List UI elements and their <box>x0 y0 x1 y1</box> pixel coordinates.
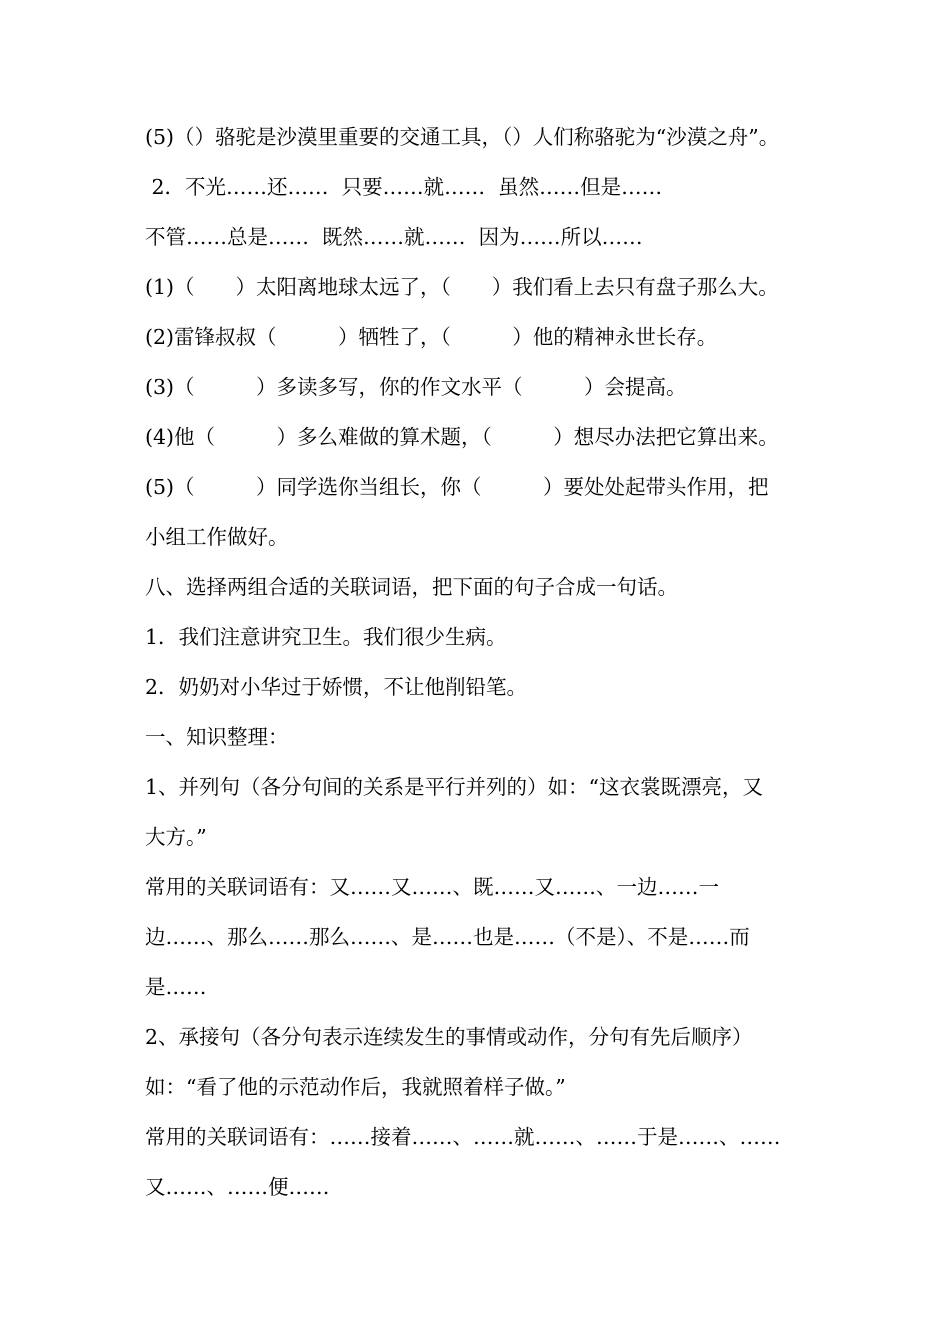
text-line: (5)（）骆驼是沙漠里重要的交通工具，（）人们称骆驼为“沙漠之舟”。 <box>145 125 780 149</box>
text-line: (4)他（ ）多么难做的算术题，（ ）想尽办法把它算出来。 <box>145 425 779 449</box>
text-line: 是…… <box>145 975 207 999</box>
text-line: 2．奶奶对小华过于娇惯，不让他削铅笔。 <box>145 675 528 699</box>
document-body <box>145 112 815 1212</box>
text-line: (2)雷锋叔叔（ ）牺牲了，（ ）他的精神永世长存。 <box>145 325 718 349</box>
text-line: 不管……总是…… 既然……就…… 因为……所以…… <box>145 225 643 249</box>
text-line: (1)（ ）太阳离地球太远了，（ ）我们看上去只有盘子那么大。 <box>145 275 779 299</box>
text-line: 常用的关联词语有：又……又……、既……又……、一边……一 <box>145 875 719 899</box>
text-line: 1、并列句（各分句间的关系是平行并列的）如：“这衣裳既漂亮，又 <box>145 775 764 799</box>
text-line: 又……、……便…… <box>145 1175 330 1199</box>
text-line: 边……、那么……那么……、是……也是……（不是）、不是……而 <box>145 925 750 949</box>
text-line: 1．我们注意讲究卫生。我们很少生病。 <box>145 625 507 649</box>
text-line: 如：“看了他的示范动作后，我就照着样子做。” <box>145 1075 566 1099</box>
text-line: 2．不光……还…… 只要……就…… 虽然……但是…… <box>145 175 663 199</box>
text-line: 小组工作做好。 <box>145 525 289 549</box>
section-heading: 八、选择两组合适的关联词语，把下面的句子合成一句话。 <box>145 575 678 599</box>
text-line: (5)（ ）同学选你当组长，你（ ）要处处起带头作用，把 <box>145 475 769 499</box>
section-heading: 一、知识整理： <box>145 725 289 749</box>
text-line: 大方。” <box>145 825 207 849</box>
text-line: (3)（ ）多读多写，你的作文水平（ ）会提高。 <box>145 375 687 399</box>
text-line: 常用的关联词语有：……接着……、……就……、……于是……、…… <box>145 1125 781 1149</box>
text-line: 2、承接句（各分句表示连续发生的事情或动作，分句有先后顺序） <box>145 1025 753 1049</box>
